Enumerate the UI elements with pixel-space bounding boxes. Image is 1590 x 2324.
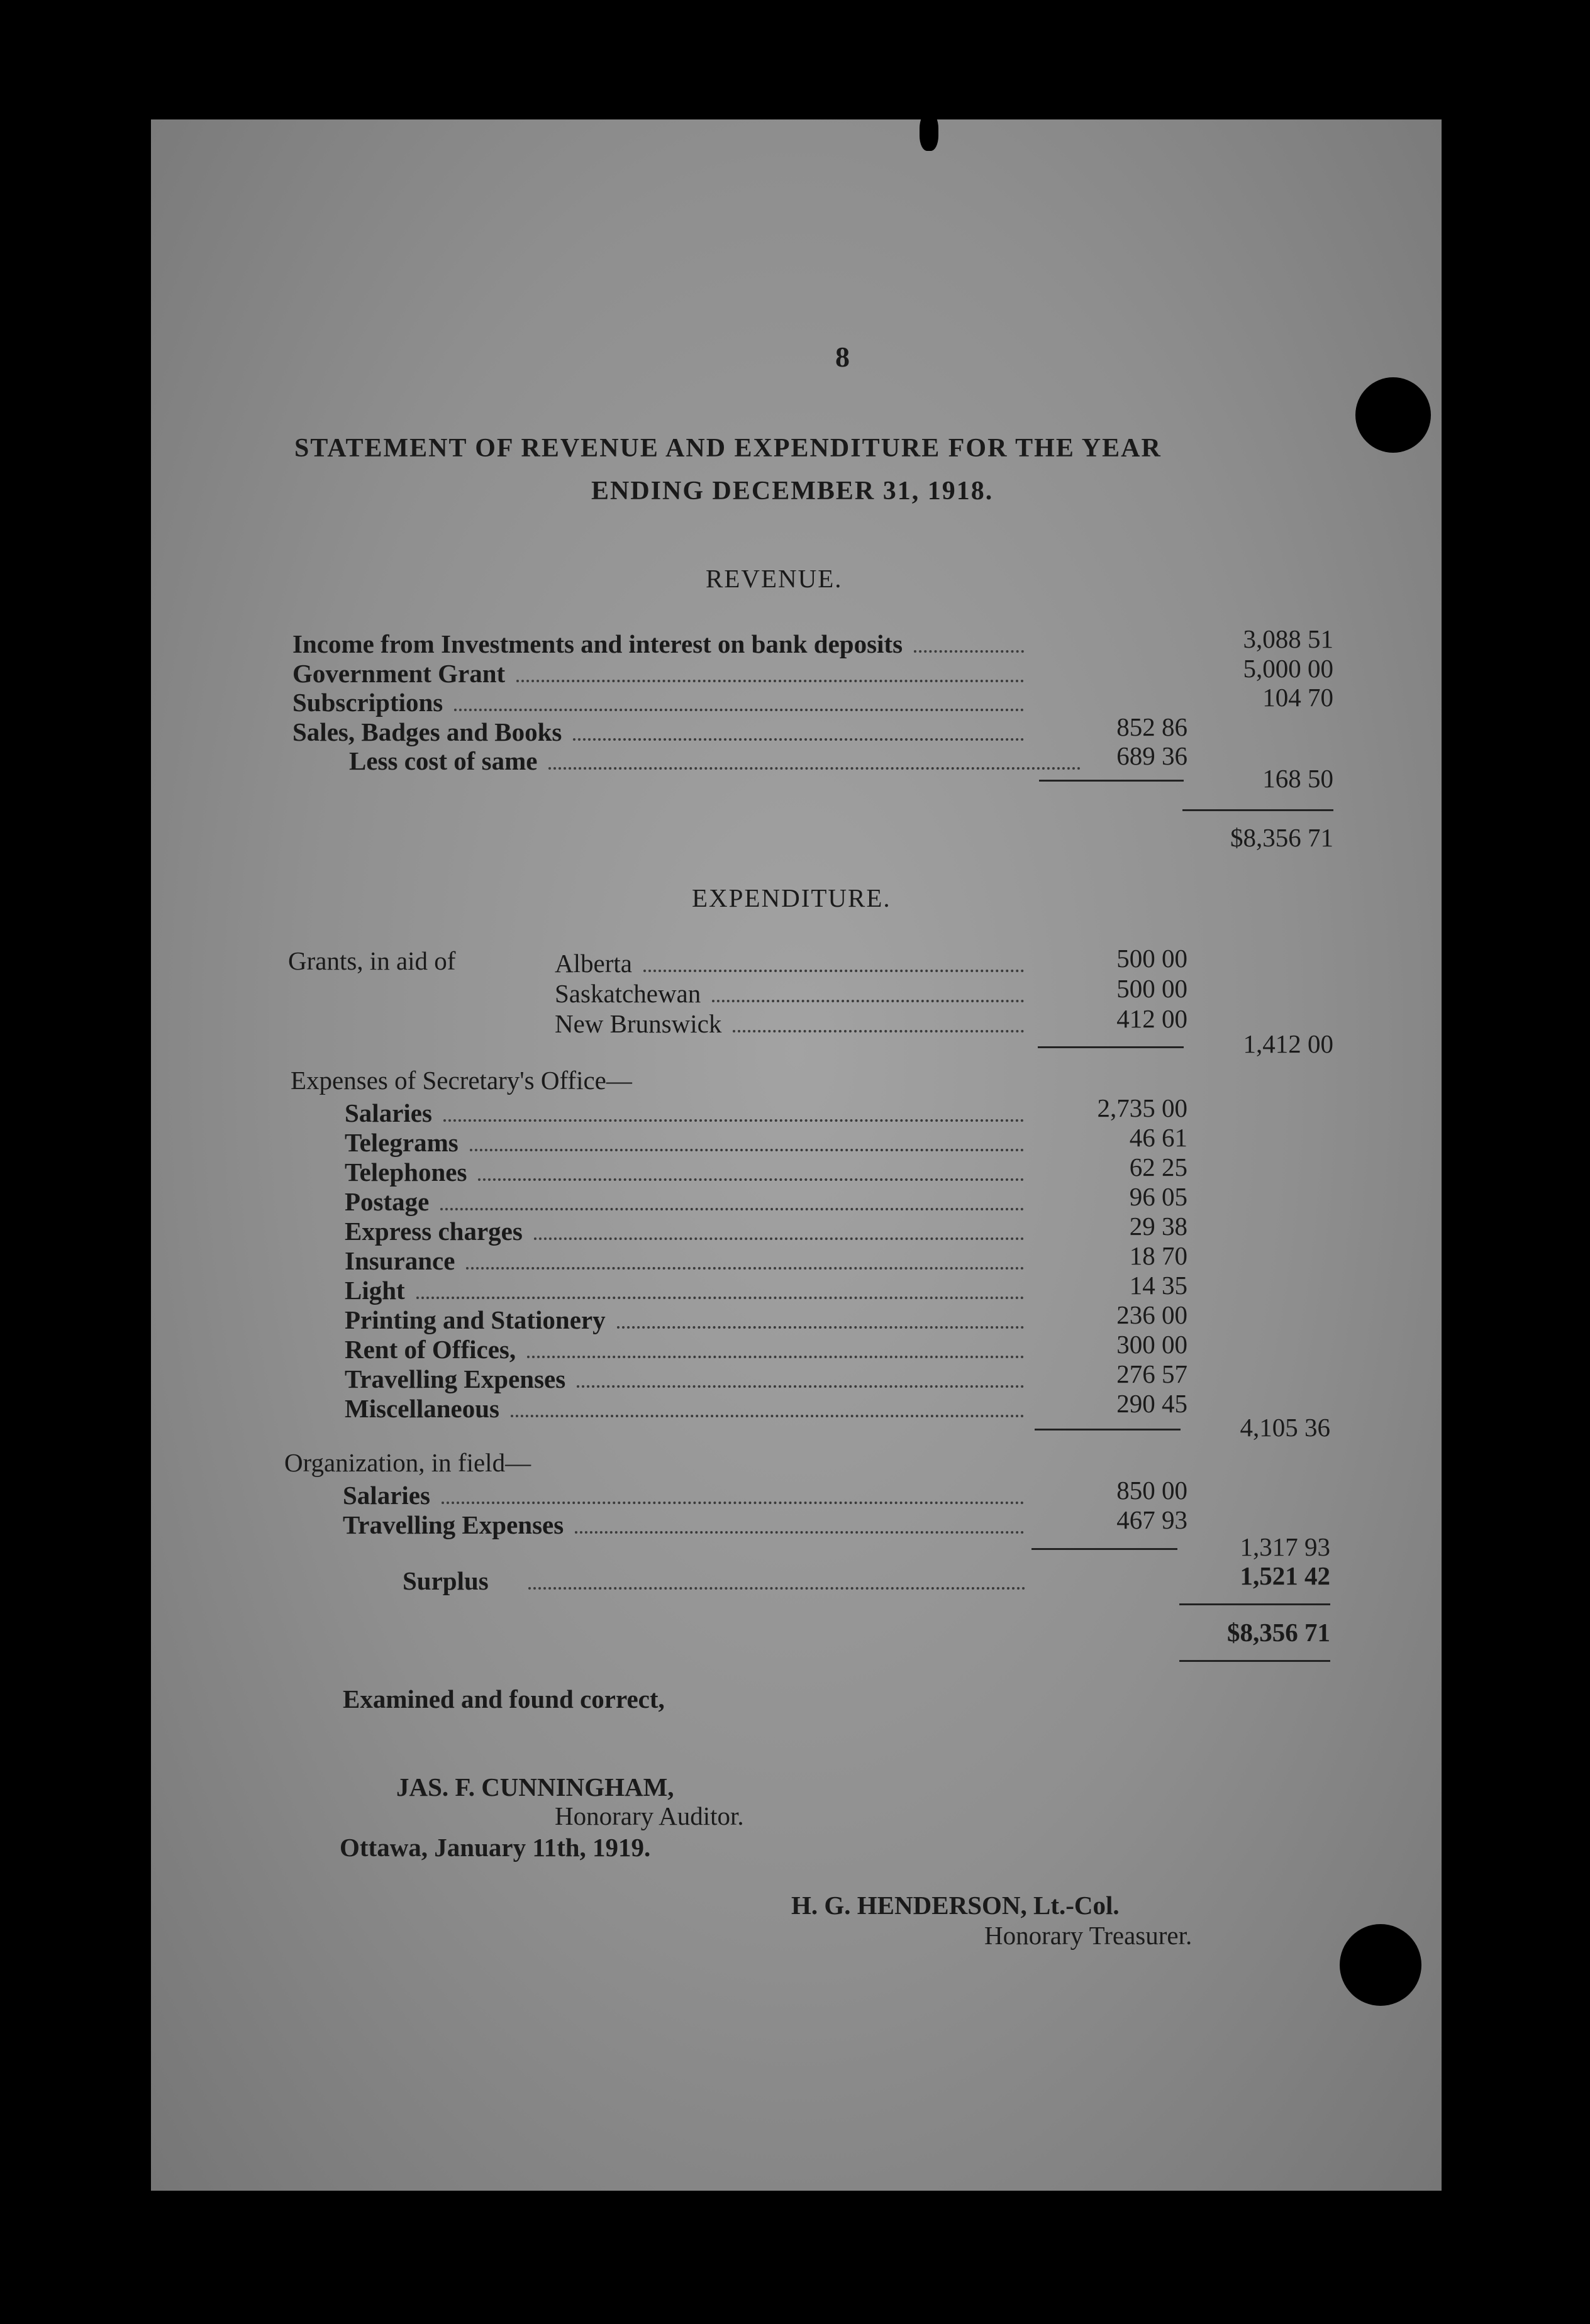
grant-line <box>555 948 1031 977</box>
secretary-line-amount: 96 05 <box>1129 1182 1187 1211</box>
grant-line-label: Alberta <box>555 949 632 978</box>
surplus-dots <box>528 1566 1025 1590</box>
secretary-line-label: Express charges <box>345 1217 523 1246</box>
secretary-heading: Expenses of Secretary's Office— <box>291 1066 632 1095</box>
revenue-line-total: 5,000 00 <box>1243 653 1333 683</box>
revenue-line-dots <box>548 746 1081 770</box>
grant-line-label: New Brunswick <box>555 1009 722 1038</box>
net-sales-value: 168 50 <box>1262 764 1333 793</box>
grant-line-dots <box>643 948 1024 972</box>
page-edge-blot <box>1340 1924 1421 2006</box>
secretary-line-amount: 29 38 <box>1129 1212 1187 1241</box>
revenue-line-label: Less cost of same <box>349 746 538 775</box>
organization-line-label: Salaries <box>343 1481 430 1510</box>
secretary-line-dots <box>534 1216 1024 1240</box>
secretary-total: 4,105 36 <box>1240 1413 1330 1442</box>
secretary-line-amount: 236 00 <box>1116 1300 1187 1329</box>
statement-title-line2: ENDING DECEMBER 31, 1918. <box>591 477 994 506</box>
revenue-line <box>292 629 1031 657</box>
secretary-line-label: Rent of Offices, <box>345 1335 516 1364</box>
revenue-line-dots <box>573 717 1024 741</box>
organization-total: 1,317 93 <box>1240 1532 1330 1561</box>
grant-line <box>555 1009 1031 1037</box>
revenue-line-dots <box>454 687 1024 711</box>
secretary-line-dots <box>470 1127 1024 1151</box>
secretary-line-dots <box>443 1098 1024 1122</box>
secretary-line-amount: 14 35 <box>1129 1271 1187 1300</box>
secretary-line-amount: 276 57 <box>1116 1359 1187 1388</box>
auditor-title: Honorary Auditor. <box>555 1801 744 1830</box>
grant-line-amount: 412 00 <box>1116 1004 1187 1033</box>
secretary-line-label: Salaries <box>345 1098 432 1127</box>
secretary-line <box>345 1393 1031 1422</box>
surplus-value: 1,521 42 <box>1240 1561 1330 1590</box>
revenue-line-total: 3,088 51 <box>1243 624 1333 653</box>
page-edge-blot <box>920 113 938 151</box>
grants-total: 1,412 00 <box>1243 1029 1333 1058</box>
secretary-line-label: Miscellaneous <box>345 1394 499 1423</box>
secretary-line-dots <box>617 1305 1024 1329</box>
revenue-line-total: 104 70 <box>1262 683 1333 712</box>
page-number: 8 <box>835 341 850 373</box>
organization-heading: Organization, in field— <box>284 1448 531 1477</box>
revenue-line-label: Income from Investments and interest on bank deposits <box>292 629 903 658</box>
surplus-row <box>403 1566 1031 1594</box>
revenue-line <box>349 746 1088 774</box>
revenue-line-amount: 689 36 <box>1116 741 1187 770</box>
secretary-line <box>345 1246 1031 1274</box>
secretary-line-label: Postage <box>345 1187 430 1216</box>
secretary-line-amount: 300 00 <box>1116 1330 1187 1359</box>
secretary-line-amount: 2,735 00 <box>1097 1093 1187 1122</box>
revenue-line-dots <box>516 658 1024 682</box>
organization-line-label: Travelling Expenses <box>343 1510 564 1539</box>
secretary-line-dots <box>478 1157 1024 1181</box>
secretary-line-dots <box>577 1364 1024 1388</box>
secretary-line-label: Printing and Stationery <box>345 1305 606 1334</box>
grants-label: Grants, in aid of <box>288 946 456 975</box>
grant-line-dots <box>712 978 1024 1002</box>
secretary-line-amount: 18 70 <box>1129 1241 1187 1270</box>
grant-line-amount: 500 00 <box>1116 974 1187 1003</box>
treasurer-title: Honorary Treasurer. <box>984 1921 1192 1950</box>
revenue-line-dots <box>914 629 1024 653</box>
statement-title-line1: STATEMENT OF REVENUE AND EXPENDITURE FOR THE YEAR <box>294 434 1162 463</box>
page-edge-blot <box>1355 377 1431 453</box>
secretary-line-dots <box>466 1246 1024 1270</box>
organization-line-amount: 850 00 <box>1116 1476 1187 1505</box>
secretary-line <box>345 1157 1031 1185</box>
secretary-line-amount: 46 61 <box>1129 1123 1187 1152</box>
revenue-heading: REVENUE. <box>706 564 843 593</box>
secretary-line <box>345 1127 1031 1156</box>
revenue-line-label: Sales, Badges and Books <box>292 717 562 746</box>
secretary-line <box>345 1364 1031 1392</box>
secretary-line <box>345 1305 1031 1333</box>
grant-line <box>555 978 1031 1007</box>
revenue-line <box>292 658 1031 687</box>
grant-line-amount: 500 00 <box>1116 944 1187 973</box>
secretary-line-label: Travelling Expenses <box>345 1364 566 1393</box>
organization-line-dots <box>575 1510 1024 1534</box>
grant-line-label: Saskatchewan <box>555 979 701 1008</box>
revenue-line-label: Subscriptions <box>292 688 443 717</box>
secretary-line <box>345 1216 1031 1244</box>
revenue-line <box>292 687 1031 716</box>
grants-rule <box>1038 1046 1184 1048</box>
secretary-line-dots <box>440 1187 1024 1210</box>
surplus-label: Surplus <box>403 1566 489 1595</box>
expenditure-total: $8,356 71 <box>1227 1618 1330 1647</box>
secretary-line <box>345 1098 1031 1126</box>
secretary-line-dots <box>416 1275 1024 1299</box>
revenue-line-amount: 852 86 <box>1116 712 1187 741</box>
expenditure-double-rule <box>1179 1660 1330 1662</box>
organization-rule <box>1031 1548 1177 1550</box>
revenue-line-label: Government Grant <box>292 658 506 688</box>
secretary-line-dots <box>511 1393 1024 1417</box>
expenditure-heading: EXPENDITURE. <box>692 883 891 912</box>
expenditure-total-rule <box>1179 1603 1330 1605</box>
revenue-total: $8,356 71 <box>1230 823 1333 852</box>
organization-line-amount: 467 93 <box>1116 1505 1187 1534</box>
secretary-line-label: Light <box>345 1276 405 1305</box>
revenue-line <box>292 717 1031 745</box>
auditor-name: JAS. F. CUNNINGHAM, <box>396 1773 674 1801</box>
organization-line <box>343 1480 1031 1508</box>
secretary-line <box>345 1334 1031 1363</box>
grant-line-dots <box>733 1009 1024 1032</box>
secretary-line-label: Insurance <box>345 1246 455 1275</box>
secretary-line-label: Telephones <box>345 1158 467 1187</box>
treasurer-name: H. G. HENDERSON, Lt.-Col. <box>791 1891 1120 1920</box>
certification-text: Examined and found correct, <box>343 1685 665 1713</box>
secretary-line-amount: 290 45 <box>1116 1389 1187 1418</box>
organization-line <box>343 1510 1031 1538</box>
secretary-line <box>345 1275 1031 1303</box>
secretary-line-dots <box>527 1334 1024 1358</box>
place-and-date: Ottawa, January 11th, 1919. <box>340 1833 651 1862</box>
revenue-subtotal-rule <box>1039 780 1184 782</box>
secretary-line-amount: 62 25 <box>1129 1153 1187 1181</box>
revenue-total-rule <box>1182 809 1333 811</box>
organization-line-dots <box>442 1480 1024 1504</box>
secretary-line-label: Telegrams <box>345 1128 459 1157</box>
secretary-rule <box>1035 1429 1181 1430</box>
secretary-line <box>345 1187 1031 1215</box>
